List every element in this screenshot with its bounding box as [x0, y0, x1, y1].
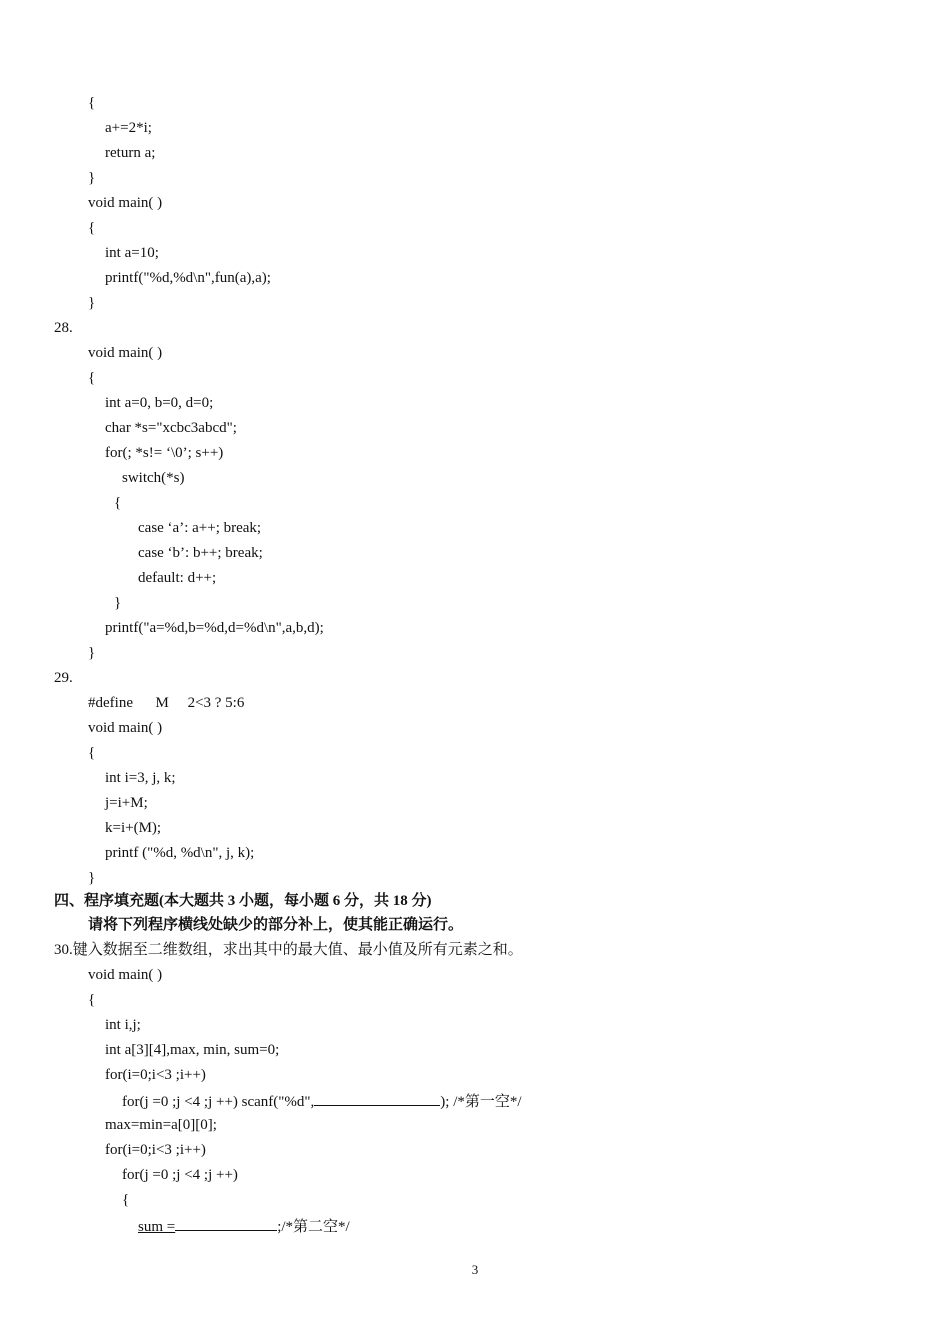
code-line: printf("%d,%d\n",fun(a),a);	[105, 270, 271, 286]
code-text: ;/*第二空*/	[277, 1219, 350, 1235]
code-line: {	[88, 992, 96, 1008]
code-line-with-blank	[122, 1088, 522, 1113]
code-line: {	[122, 1192, 130, 1208]
code-line: printf("a=%d,b=%d,d=%d\n",a,b,d);	[105, 620, 324, 636]
question-number: 28.	[54, 320, 73, 336]
code-line: printf ("%d, %d\n", j, k);	[105, 845, 255, 861]
section-instruction: 请将下列程序横线处缺少的部分补上，使其能正确运行。	[88, 917, 464, 933]
code-line: j=i+M;	[105, 795, 148, 811]
page-number: 3	[471, 1262, 479, 1277]
code-line: void main( )	[88, 720, 163, 736]
code-line: #define M 2<3 ? 5:6	[88, 695, 245, 711]
code-line: int a[3][4],max, min, sum=0;	[105, 1042, 280, 1058]
code-line: int i=3, j, k;	[105, 770, 176, 786]
code-line: case ‘a’: a++; break;	[138, 520, 262, 536]
code-line: for(; *s!= ‘\0’; s++)	[105, 445, 224, 461]
code-line-with-blank	[138, 1213, 350, 1238]
code-line: int a=10;	[105, 245, 159, 261]
answer-blank-1[interactable]	[314, 1088, 440, 1106]
code-line: default: d++;	[138, 570, 217, 586]
code-line: switch(*s)	[122, 470, 185, 486]
code-line: k=i+(M);	[105, 820, 162, 836]
code-line: }	[88, 170, 96, 186]
code-text: for(j =0 ;j <4 ;j ++) scanf("%d",	[122, 1094, 315, 1110]
code-line: a+=2*i;	[105, 120, 152, 136]
code-line: {	[88, 745, 96, 761]
code-line: {	[88, 220, 96, 236]
code-line: max=min=a[0][0];	[105, 1117, 217, 1133]
code-line: case ‘b’: b++; break;	[138, 545, 263, 561]
code-line: for(i=0;i<3 ;i++)	[105, 1067, 206, 1083]
code-line: }	[88, 870, 96, 886]
code-line: void main( )	[88, 195, 163, 211]
code-line: void main( )	[88, 345, 163, 361]
question-number: 29.	[54, 670, 73, 686]
code-line: {	[88, 95, 96, 111]
code-line: {	[114, 495, 122, 511]
code-line: void main( )	[88, 967, 163, 983]
code-line: for(j =0 ;j <4 ;j ++)	[122, 1167, 238, 1183]
code-line: {	[88, 370, 96, 386]
question-title: 30.键入数据至二维数组，求出其中的最大值、最小值及所有元素之和。	[54, 942, 523, 958]
code-text: sum =	[138, 1219, 176, 1235]
code-line: int a=0, b=0, d=0;	[105, 395, 214, 411]
section-heading: 四、程序填充题(本大题共 3 小题，每小题 6 分，共 18 分)	[54, 893, 432, 909]
answer-blank-2[interactable]	[175, 1213, 277, 1231]
code-line: return a;	[105, 145, 156, 161]
code-line: }	[88, 645, 96, 661]
code-line: }	[114, 595, 122, 611]
code-line: int i,j;	[105, 1017, 141, 1033]
code-line: char *s="xcbc3abcd";	[105, 420, 237, 436]
code-line: }	[88, 295, 96, 311]
code-text: ); /*第一空*/	[440, 1094, 522, 1110]
code-line: for(i=0;i<3 ;i++)	[105, 1142, 206, 1158]
